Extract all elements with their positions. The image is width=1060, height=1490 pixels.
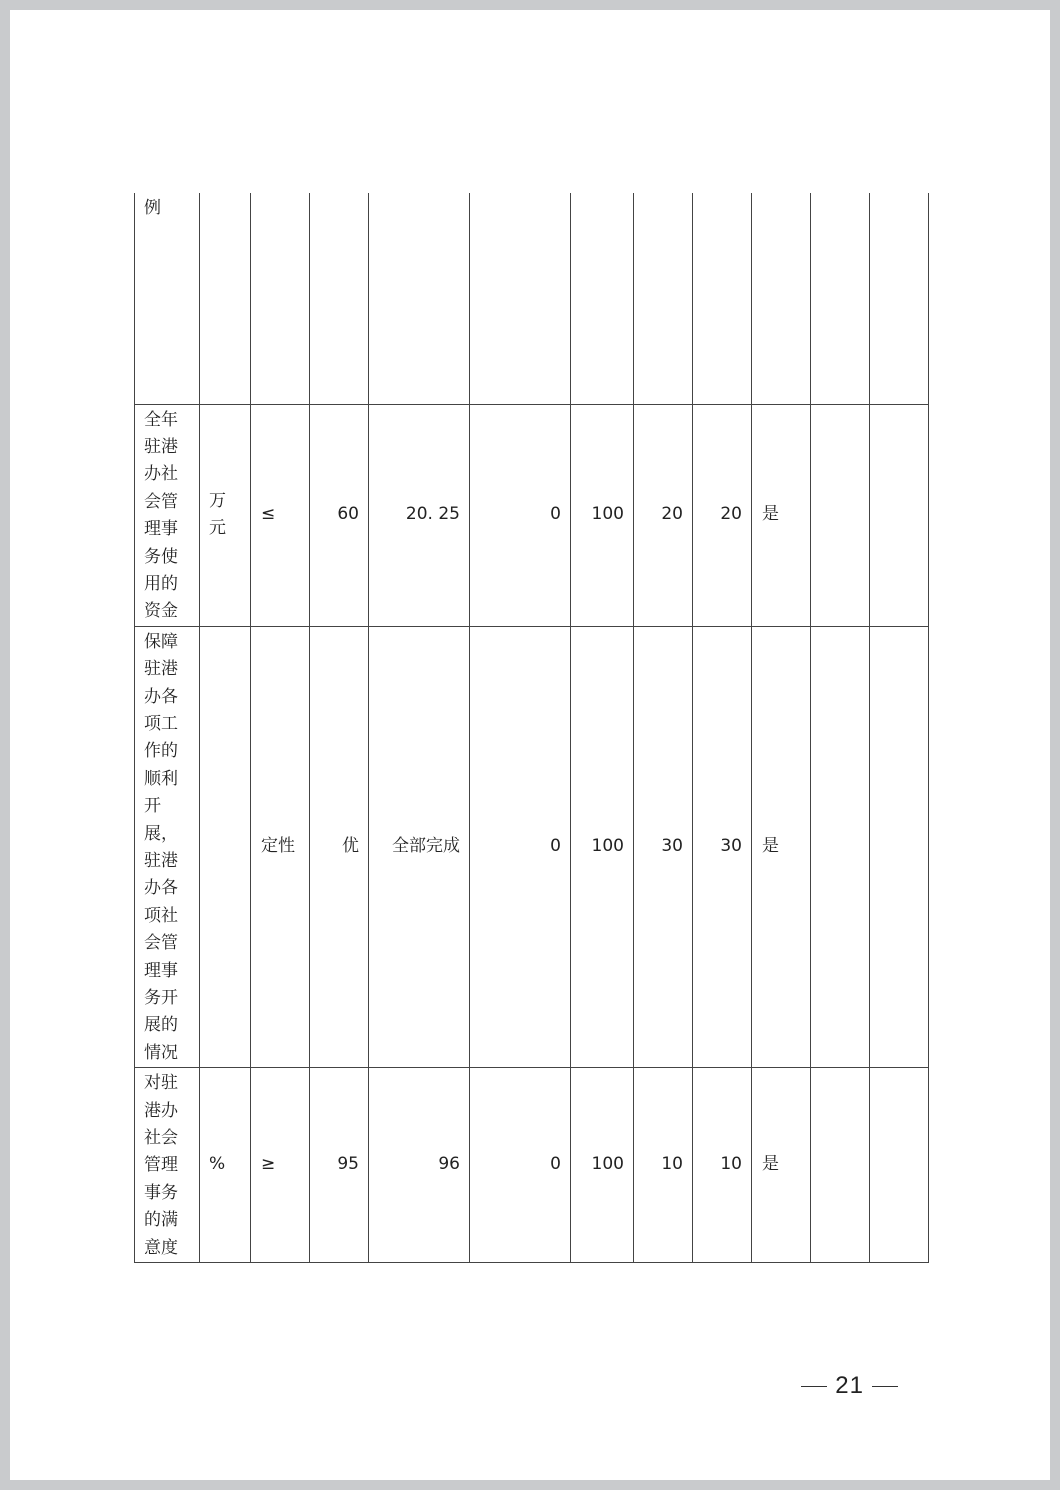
table-row	[135, 404, 929, 626]
actual-value-cell: 20. 25	[369, 404, 470, 626]
page-number: 21	[835, 1372, 864, 1399]
target-value-cell	[310, 193, 369, 404]
left-dash	[801, 1386, 827, 1387]
indicator-name: 保障 驻港 办各 项工 作的 顺利 开 展， 驻港 办各 项社 会管 理事 务开 展的 情况	[144, 631, 178, 1063]
actual-value-cell: 全部完成	[369, 626, 470, 1068]
value-cell	[693, 193, 752, 404]
page-number-footer	[793, 1372, 906, 1400]
operator-cell	[251, 193, 310, 404]
target-value-cell: 优	[310, 626, 369, 1068]
operator-cell: 定性	[251, 626, 310, 1068]
document-page	[10, 10, 1050, 1480]
value-cell: 100	[571, 626, 634, 1068]
indicator-name-cell	[135, 404, 200, 626]
empty-cell	[811, 193, 870, 404]
performance-indicator-table	[134, 193, 929, 1263]
empty-cell	[870, 193, 929, 404]
value-cell: 10	[693, 1068, 752, 1263]
unit-text: %	[209, 1154, 226, 1175]
unit-cell	[200, 404, 251, 626]
target-value-cell: 60	[310, 404, 369, 626]
table-row	[135, 1068, 929, 1263]
empty-cell	[870, 1068, 929, 1263]
value-cell: 30	[693, 626, 752, 1068]
unit-cell	[200, 626, 251, 1068]
table-row	[135, 626, 929, 1068]
indicator-name: 对驻 港办 社会 管理 事务 的满 意度	[144, 1073, 178, 1258]
empty-cell	[811, 626, 870, 1068]
empty-cell	[870, 404, 929, 626]
unit-text: 万 元	[209, 490, 226, 539]
flag-cell: 是	[752, 626, 811, 1068]
value-cell: 20	[634, 404, 693, 626]
flag-cell: 是	[752, 1068, 811, 1263]
empty-cell	[870, 626, 929, 1068]
value-cell: 30	[634, 626, 693, 1068]
flag-cell	[752, 193, 811, 404]
indicator-name-cell	[135, 193, 200, 404]
value-cell: 0	[470, 626, 571, 1068]
operator-cell: ≤	[251, 404, 310, 626]
empty-cell	[811, 1068, 870, 1263]
indicator-name: 例	[144, 198, 161, 218]
target-value-cell: 95	[310, 1068, 369, 1263]
indicator-name-cell	[135, 1068, 200, 1263]
table-row	[135, 193, 929, 404]
indicator-name-cell	[135, 626, 200, 1068]
unit-cell	[200, 1068, 251, 1263]
actual-value-cell: 96	[369, 1068, 470, 1263]
value-cell: 20	[693, 404, 752, 626]
value-cell	[571, 193, 634, 404]
empty-cell	[811, 404, 870, 626]
operator-cell: ≥	[251, 1068, 310, 1263]
value-cell: 0	[470, 404, 571, 626]
flag-cell: 是	[752, 404, 811, 626]
right-dash	[872, 1386, 898, 1387]
value-cell	[634, 193, 693, 404]
value-cell: 100	[571, 404, 634, 626]
indicator-name: 全年 驻港 办社 会管 理事 务使 用的 资金	[144, 409, 178, 622]
value-cell	[470, 193, 571, 404]
actual-value-cell	[369, 193, 470, 404]
value-cell: 0	[470, 1068, 571, 1263]
value-cell: 10	[634, 1068, 693, 1263]
unit-cell	[200, 193, 251, 404]
value-cell: 100	[571, 1068, 634, 1263]
